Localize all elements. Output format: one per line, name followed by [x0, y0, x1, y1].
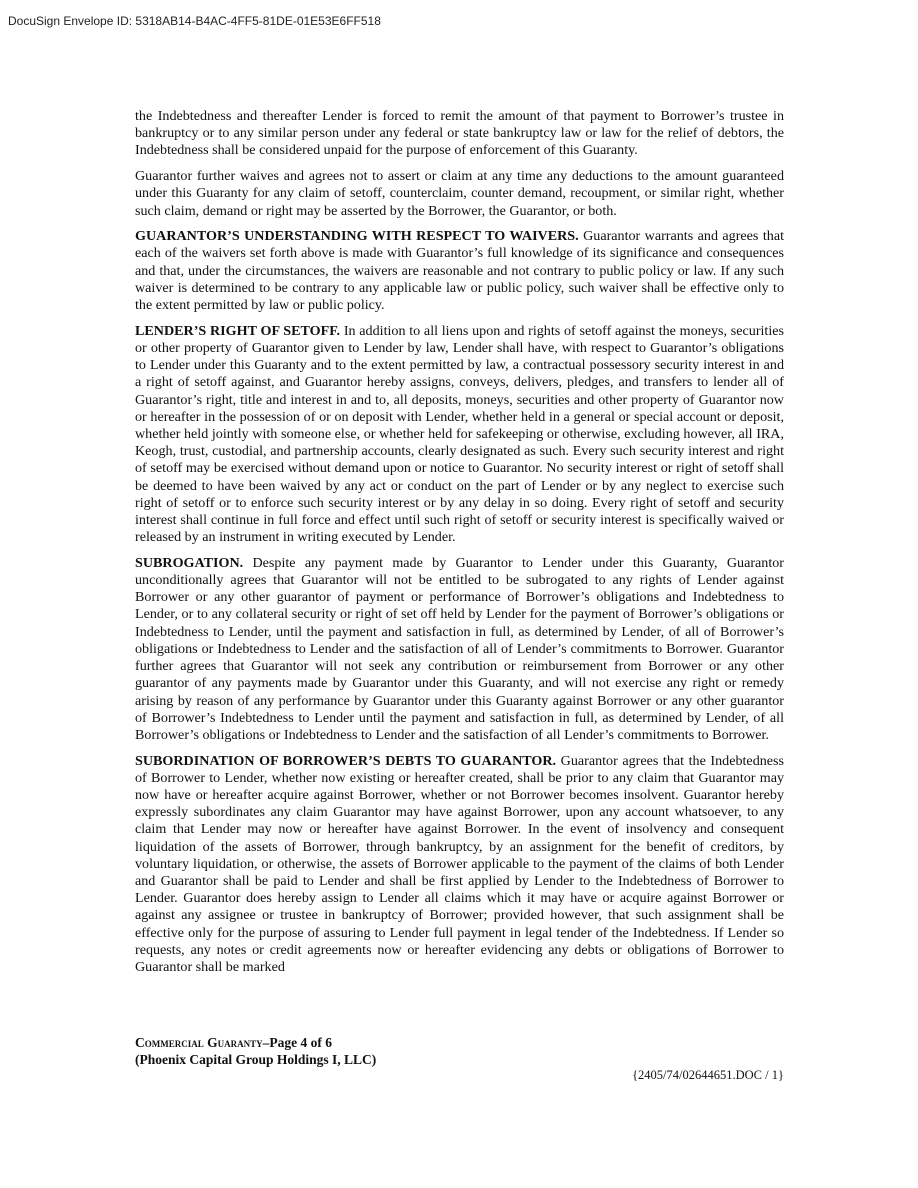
footer-page-label: –Page 4 of 6 [262, 1035, 332, 1050]
paragraph-text: the Indebtedness and thereafter Lender is forced to remit the amount of that payment to Borrower’s trustee in bankruptcy or to any similar person under any federal or state bankruptcy law or law for the relief of debtors, the Indebtedness shall be considered unpaid for the purpose of enforcement of this Guaranty. [135, 108, 784, 159]
document-body [135, 108, 784, 985]
paragraph [135, 323, 784, 547]
paragraph-heading: GUARANTOR’S UNDERSTANDING WITH RESPECT TO WAIVERS. [135, 228, 579, 245]
paragraph-text: Guarantor warrants and agrees that each of the waivers set forth above is made with Guarantor’s full knowledge of its significance and consequences and that, under the circumstances, the waivers are reasonable and not contrary to public policy or law. If any such waiver is determined to be contrary to any applicable law or public policy, such waiver shall be effective only to the extent permitted by law or public policy. [135, 228, 784, 314]
paragraph-text: Guarantor agrees that the Indebtedness of Borrower to Lender, whether now existing or hereafter created, shall be prior to any claim that Guarantor may now have or hereafter acquire against Borrower, whether or not Borrower becomes insolvent. Guarantor hereby expressly subordinates any claim Guarantor may have against Borrower, upon any account whatsoever, to any claim that Lender may now or hereafter have against Borrower. In the event of insolvency and consequent liquidation of the assets of Borrower, through bankruptcy, by an assignment for the benefit of creditors, by voluntary liquidation, or otherwise, the assets of Borrower applicable to the payment of the claims of both Lender and Guarantor shall be paid to Lender and shall be first applied by Lender to the Indebtedness of Borrower to Lender. Guarantor does hereby assign to Lender all claims which it may have or acquire against Borrower or against any assignee or trustee in bankruptcy of Borrower; provided however, that such assignment shall be effective only for the purpose of assuring to Lender full payment in legal tender of the Indebtedness. If Lender so requests, any notes or credit agreements now or hereafter evidencing any debts or obligations of Borrower to Guarantor shall be marked [135, 752, 785, 976]
footer-doc-title: Commercial Guaranty [135, 1035, 263, 1050]
paragraph-text: Guarantor further waives and agrees not to assert or claim at any time any deductions to the amount guaranteed under this Guaranty for any claim of setoff, counterclaim, counter demand, recoupment, or similar right, whether such claim, demand or right may be asserted by the Borrower, the Guarantor, or both. [135, 168, 784, 219]
paragraph-text: Despite any payment made by Guarantor to Lender under this Guaranty, Guarantor unconditionally agrees that Guarantor will not be entitled to be subrogated to any rights of Lender against Borrower or any other guarantor of payment or performance of Borrower’s obligations and Indebtedness to Lender, or to any collateral security or right of set off held by Lender for the payment of Borrower’s obligations or Indebtedness to Lender, until the payment and satisfaction in full, as determined by Lender, of all of Borrower’s obligations or Indebtedness to Lender and the satisfaction of all of Lender’s commitments to Borrower. Guarantor further agrees that Guarantor will not seek any contribution or reimbursement from Borrower or any other guarantor of any payments made by Guarantor under this Guaranty, and will not exercise any right or remedy arising by reason of any performance by Guarantor under this Guaranty against Borrower or any other guarantor of Borrower’s Indebtedness to Lender until the payment and satisfaction in full, as determined by Lender, of all Borrower’s obligations or Indebtedness to Lender and the satisfaction of all Lender’s commitments to Borrower. [135, 554, 784, 743]
paragraph-heading: SUBROGATION. [135, 554, 244, 571]
paragraph-heading: SUBORDINATION OF BORROWER’S DEBTS TO GUARANTOR. [135, 752, 557, 769]
footer-party: (Phoenix Capital Group Holdings I, LLC) [135, 1052, 377, 1067]
paragraph [135, 168, 784, 220]
paragraph [135, 753, 784, 977]
paragraph-text: In addition to all liens upon and rights of setoff against the moneys, securities or other property of Guarantor given to Lender by law, Lender shall have, with respect to Guarantor’s obligations to Lender under this Guaranty and to the extent permitted by law, a contractual possessory security interest in and a right of setoff against, and Guarantor hereby assigns, conveys, delivers, pledges, and transfers to lender all of Guarantor’s right, title and interest in and to, all deposits, moneys, securities and other property of Guarantor now or hereafter in the possession of or on deposit with Lender, whether held in a general or special account or deposit, whether held jointly with someone else, or whether held for safekeeping or otherwise, excluding however, all IRA, Keogh, trust, custodial, and partnership accounts, clearly designated as such. Every such security interest and right of setoff may be exercised without demand upon or notice to Guarantor. No security interest or right of setoff shall be deemed to have been waived by any act or conduct on the part of Lender or by any neglect to exercise such right of setoff or to enforce such security interest or by any delay in so doing. Every right of setoff and security interest shall continue in full force and effect until such right of setoff or security interest is specifically waived or released by an instrument in writing executed by Lender. [135, 322, 784, 546]
docusign-envelope-id: DocuSign Envelope ID: 5318AB14-B4AC-4FF5-81DE-01E53E6FF518 [8, 14, 381, 28]
paragraph-heading: LENDER’S RIGHT OF SETOFF. [135, 322, 341, 339]
paragraph [135, 555, 784, 744]
paragraph [135, 228, 784, 314]
paragraph [135, 108, 784, 160]
document-reference: {2405/74/02644651.DOC / 1} [632, 1068, 784, 1082]
footer-title-line [135, 1034, 784, 1051]
page-footer [135, 1034, 784, 1068]
